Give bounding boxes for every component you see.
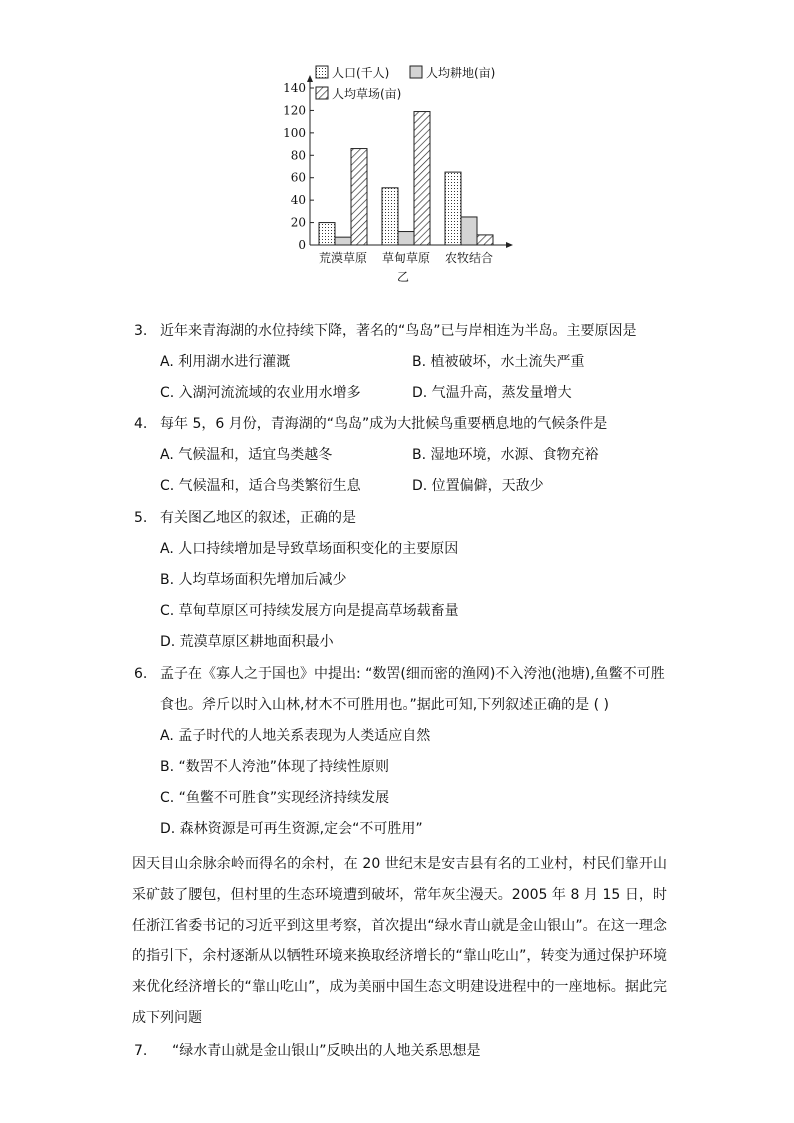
legend-label: 人均草场(亩) [332, 87, 402, 101]
question-6-option-c: C. “鱼鳖不可胜食”实现经济持续发展 [160, 790, 390, 806]
y-tick-label-0: 0 [298, 238, 306, 252]
question-4-option-d: D. 位置偏僻，天敌少 [412, 478, 544, 494]
question-5-option-d: D. 荒漠草原区耕地面积最小 [160, 634, 334, 650]
question-5-stem: 有关图乙地区的叙述，正确的是 [160, 510, 356, 526]
question-3-option-b: B. 植被破坏，水土流失严重 [412, 354, 585, 370]
x-category-label: 荒漠草原 [318, 251, 368, 265]
y-tick-label-60: 60 [290, 170, 306, 185]
y-tick-label-40: 40 [290, 193, 306, 208]
y-axis-arrow [307, 75, 313, 82]
question-4-option-c: C. 气候温和，适合鸟类繁衍生息 [160, 478, 361, 494]
question-3-option-c: C. 入湖河流流域的农业用水增多 [160, 385, 361, 401]
bar-荒漠草原-人均草场(亩) [351, 149, 367, 245]
question-5-number: 5. [134, 510, 148, 526]
y-tick-label-20: 20 [290, 215, 306, 230]
question-4-option-b: B. 湿地环境，水源、食物充裕 [412, 447, 599, 463]
bar-草甸草原-人口(千人) [382, 188, 398, 245]
question-7-stem: “绿水青山就是金山银山”反映出的人地关系思想是 [172, 1043, 481, 1059]
question-6-option-b: B. “数罟不人洿池”体现了持续性原则 [160, 759, 390, 775]
x-category-label: 草甸草原 [381, 251, 431, 265]
bar-农牧结合-人口(千人) [445, 172, 461, 245]
y-tick-label-140: 140 [283, 81, 306, 95]
legend-label: 人口(千人) [332, 66, 390, 80]
question-5-option-b: B. 人均草场面积先增加后减少 [160, 572, 347, 588]
bar-荒漠草原-人口(千人) [319, 223, 335, 245]
question-4-option-a: A. 气候温和，适宜鸟类越冬 [160, 447, 333, 463]
bar-农牧结合-人均草场(亩) [477, 235, 493, 245]
bar-草甸草原-人均草场(亩) [414, 112, 430, 245]
legend-label: 人均耕地(亩) [426, 66, 496, 80]
question-5-option-c: C. 草甸草原区可持续发展方向是提高草场载畜量 [160, 603, 459, 619]
chart-svg [270, 55, 530, 295]
y-tick-label-80: 80 [290, 148, 306, 163]
bar-农牧结合-人均耕地(亩) [461, 217, 477, 245]
x-axis-arrow [506, 242, 513, 248]
bar-荒漠草原-人均耕地(亩) [335, 237, 351, 245]
question-6-option-a: A. 孟子时代的人地关系表现为人类适应自然 [160, 728, 431, 744]
question-3-stem: 近年来青海湖的水位持续下降，著名的“鸟岛”已与岸相连为半岛。主要原因是 [160, 323, 637, 339]
question-7-number: 7. [134, 1043, 148, 1059]
question-6-number: 6. [134, 666, 148, 682]
question-6-option-d: D. 森林资源是可再生资源,定会“不可胜用” [160, 821, 423, 837]
question-3-option-a: A. 利用湖水进行灌溉 [160, 354, 291, 370]
bar-chart [270, 55, 530, 295]
legend-swatch [410, 66, 422, 78]
question-3-number: 3. [134, 323, 148, 339]
question-6-stem-line-2: 食也。斧斤以时入山林,材木不可胜用也。”据此可知,下列叙述正确的是 ( ) [160, 697, 609, 713]
passage-text: 因天目山余脉余岭而得名的余村，在 20 世纪末是安吉县有名的工业村，村民们靠开山采矿鼓了腰包，但村里的生态环境遭到破坏，常年灰尘漫天。2005 年 8 月 15 日，时任浙江省委书记的习近平到这里考察，首次提出“绿水青山就是金山银山”。在这一理念的指引下，余村逐渐从以牺牲环境来换取经济增长的“靠山吃山”，转变为通过保护环境来优化经济增长的“靠山吃山”，成为美丽中国生态文明建设进程中的一座地标。据此完成下列问题 [132, 856, 667, 1026]
legend-swatch [316, 66, 328, 78]
question-6-stem-line-1: 孟子在《寡人之于国也》中提出: “数罟(细而密的渔网)不入洿池(池塘),鱼鳖不可胜 [160, 666, 665, 682]
bar-草甸草原-人均耕地(亩) [398, 232, 414, 245]
x-axis-caption: 乙 [396, 270, 410, 284]
question-4-stem: 每年 5，6 月份，青海湖的“鸟岛”成为大批候鸟重要栖息地的气候条件是 [160, 416, 608, 432]
x-category-label: 农牧结合 [444, 251, 494, 265]
y-tick-label-120: 120 [283, 103, 306, 118]
question-4-number: 4. [134, 416, 148, 432]
question-5-option-a: A. 人口持续增加是导致草场面积变化的主要原因 [160, 541, 459, 557]
y-tick-label-100: 100 [283, 125, 306, 140]
question-3-option-d: D. 气温升高，蒸发量增大 [412, 385, 572, 401]
legend-swatch [316, 87, 328, 99]
